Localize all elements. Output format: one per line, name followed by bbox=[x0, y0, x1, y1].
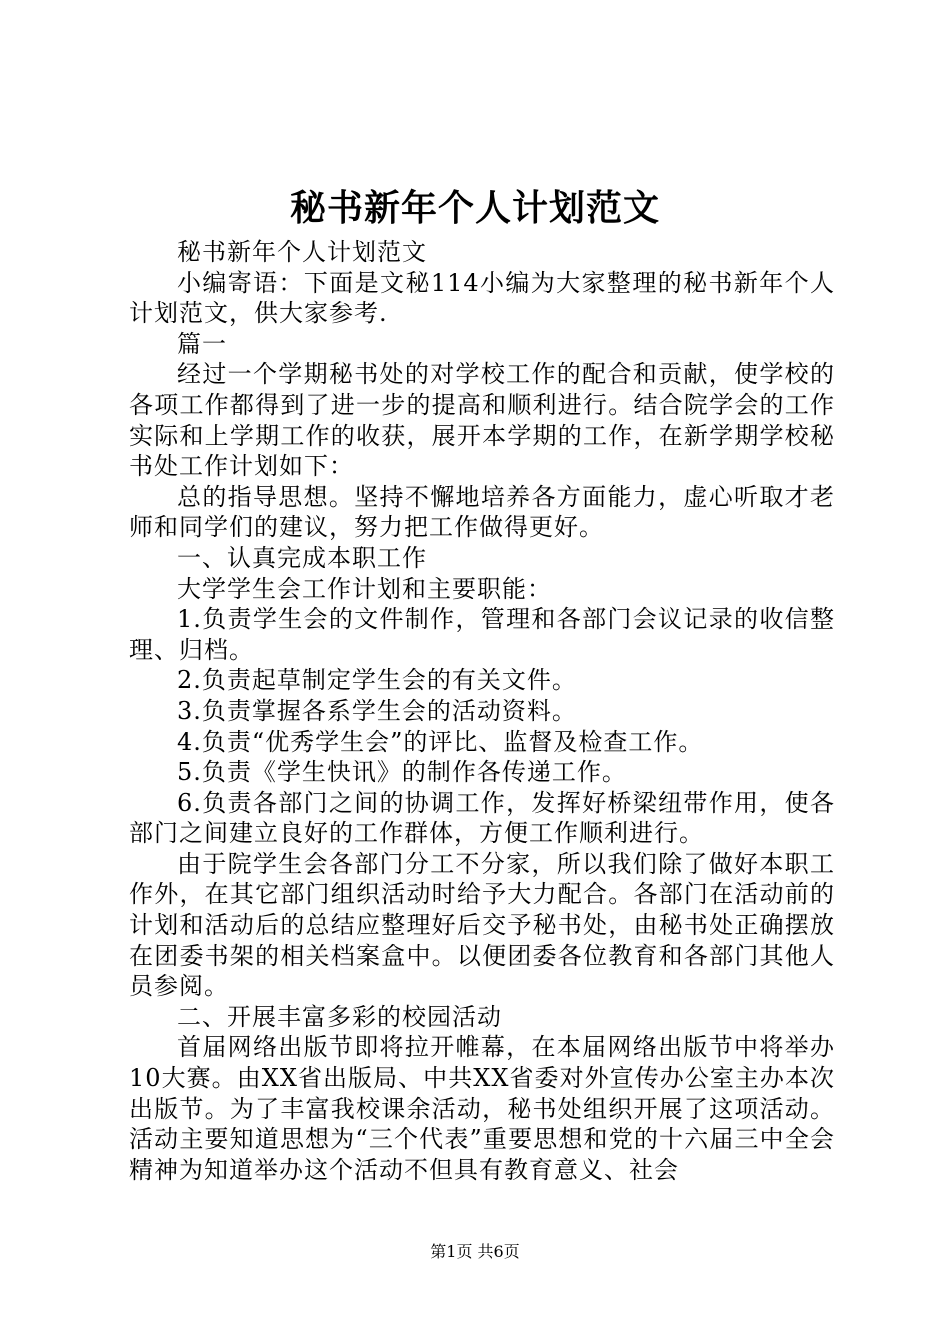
list-item: 6.负责各部门之间的协调工作，发挥好桥梁纽带作用，使各部门之间建立良好的工作群体，方便工作顺利进行。 bbox=[129, 788, 835, 848]
paragraph: 由于院学生会各部门分工不分家，所以我们除了做好本职工作外，在其它部门组织活动时给予大力配合。各部门在活动前的计划和活动后的总结应整理好后交予秘书处，由秘书处正确摆放在团委书架的相关档案盒中。以便团委各位教育和各部门其他人员参阅。 bbox=[129, 849, 835, 1001]
paragraph: 秘书新年个人计划范文 bbox=[177, 238, 427, 266]
page-number-footer: 第1页 共6页 bbox=[430, 1242, 520, 1261]
paragraph: 大学学生会工作计划和主要职能： bbox=[177, 574, 552, 603]
paragraph: 经过一个学期秘书处的对学校工作的配合和贡献，使学校的各项工作都得到了进一步的提高和顺利进行。结合院学会的工作实际和上学期工作的收获，展开本学期的工作，在新学期学校秘书处工作计划如下： bbox=[129, 360, 835, 481]
list-item: 4.负责“优秀学生会”的评比、监督及检查工作。 bbox=[177, 727, 704, 756]
list-item: 5.负责《学生快讯》的制作各传递工作。 bbox=[177, 758, 627, 787]
paragraph: 总的指导思想。坚持不懈地培养各方面能力，虚心听取才老师和同学们的建议，努力把工作做得更好。 bbox=[129, 482, 835, 542]
list-item: 2.负责起草制定学生会的有关文件。 bbox=[177, 666, 577, 695]
section-heading: 一、认真完成本职工作 bbox=[177, 543, 427, 572]
list-item: 1.负责学生会的文件制作，管理和各部门会议记录的收信整理、归档。 bbox=[129, 605, 835, 664]
document-title: 秘书新年个人计划范文 bbox=[289, 187, 660, 229]
section-heading: 二、开展丰富多彩的校园活动 bbox=[177, 1002, 502, 1031]
paragraph: 首届网络出版节即将拉开帷幕，在本届网络出版节中将举办10大赛。由XX省出版局、中共XX省委对外宣传办公室主办本次出版节。为了丰富我校课余活动，秘书处组织开展了这项活动。活动主要知道思想为“三个代表”重要思想和党的十六届三中全会精神为知道举办这个活动不但具有教育意义、社会 bbox=[129, 1033, 835, 1184]
list-item: 3.负责掌握各系学生会的活动资料。 bbox=[177, 696, 577, 725]
document-body bbox=[129, 237, 835, 1185]
paragraph: 篇一 bbox=[177, 329, 227, 358]
paragraph: 小编寄语：下面是文秘114小编为大家整理的秘书新年个人计划范文，供大家参考. bbox=[129, 268, 835, 328]
